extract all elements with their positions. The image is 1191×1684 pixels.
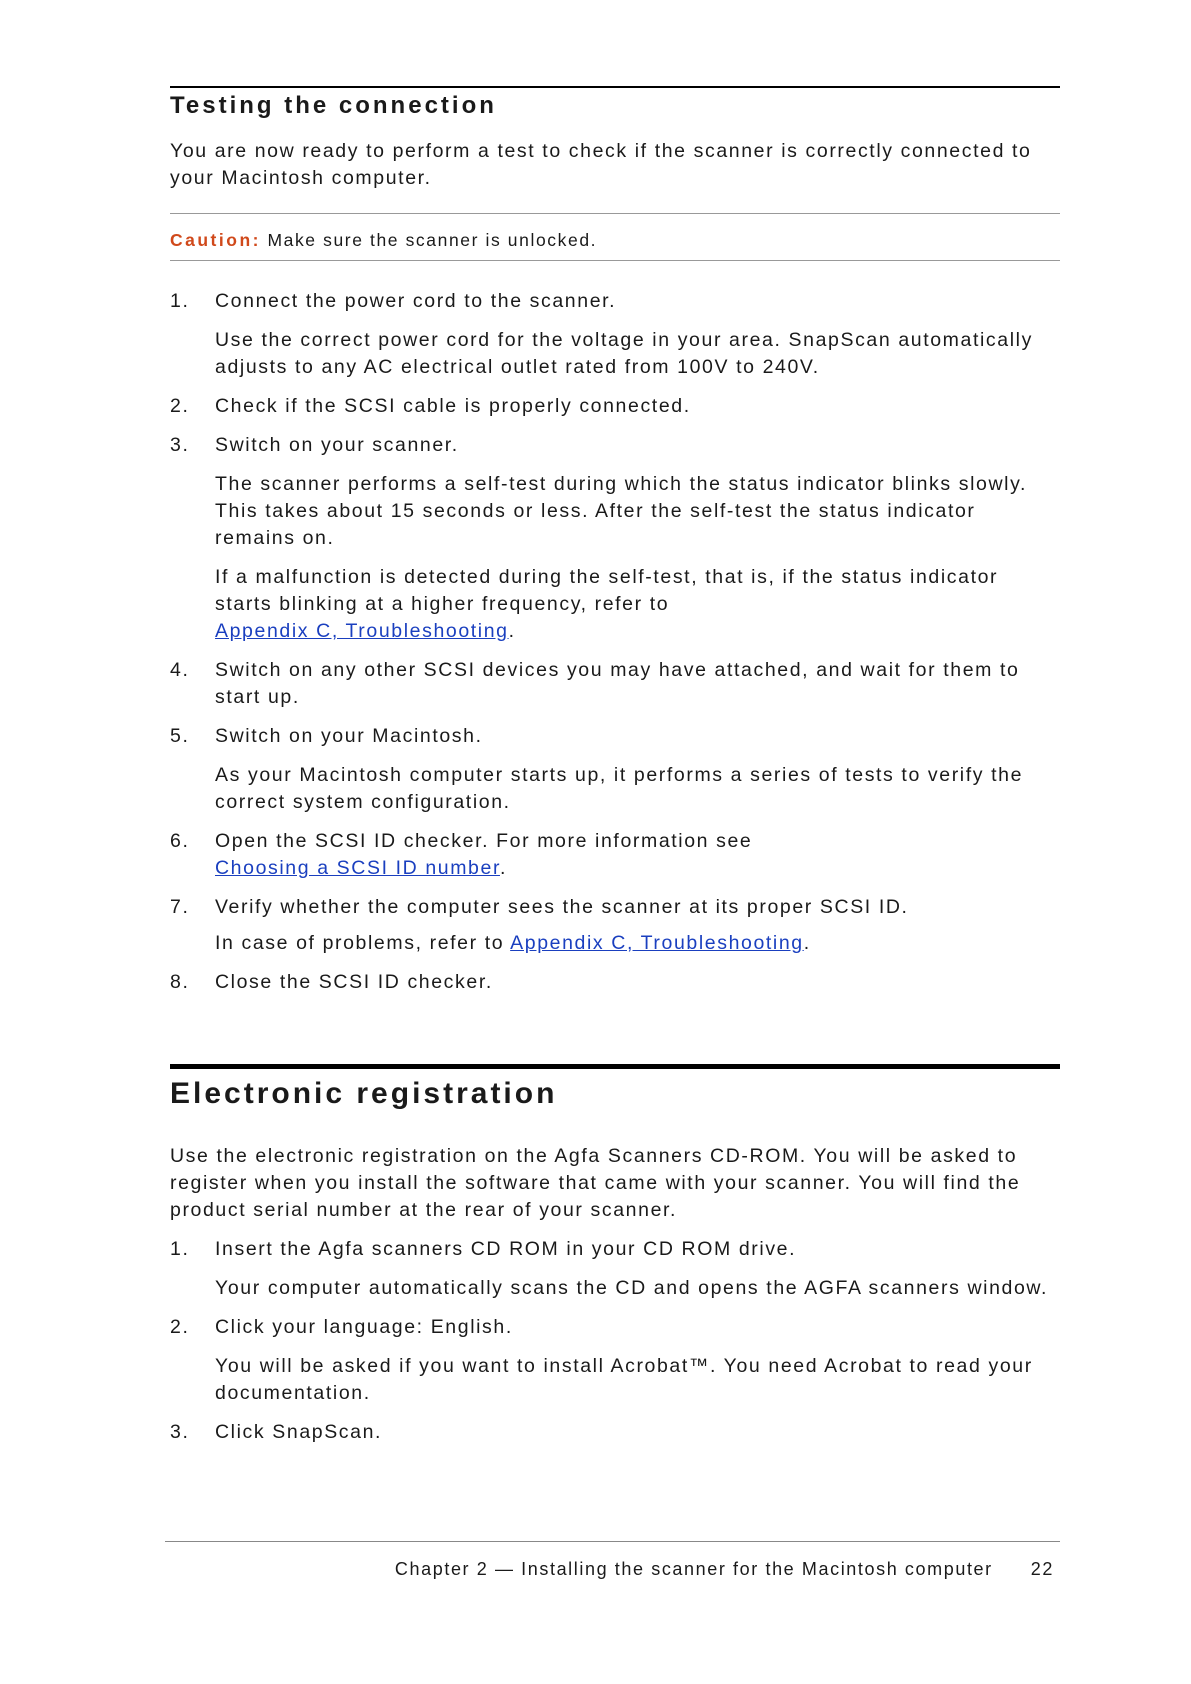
section-intro: You are now ready to perform a test to check if the scanner is correctly connected to your Macintosh computer.	[170, 140, 1032, 189]
step-number: 2.	[170, 1316, 190, 1338]
step-number: 3.	[170, 434, 190, 456]
step-number: 7.	[170, 896, 190, 918]
appendix-c-link[interactable]: Appendix C, Troubleshooting	[215, 620, 509, 642]
list-item	[170, 723, 1060, 816]
caution-label: Caution:	[170, 230, 261, 250]
step-number: 1.	[170, 290, 190, 312]
list-item	[170, 828, 1060, 882]
list-item	[170, 657, 1060, 711]
section-heading-registration: Electronic registration	[170, 1077, 558, 1110]
step-detail-text: If a malfunction is detected during the self-test, that is, if the status indicator starts blinking at a higher frequency, refer to	[215, 566, 999, 615]
list-item	[170, 432, 1060, 645]
list-item	[170, 1314, 1060, 1407]
appendix-c-link-2[interactable]: Appendix C, Troubleshooting	[510, 932, 804, 954]
list-item	[170, 393, 1060, 420]
page-footer	[165, 1541, 1060, 1579]
step-text: Verify whether the computer sees the scanner at its proper SCSI ID.	[215, 896, 909, 918]
step-text	[215, 828, 1060, 882]
step-detail	[215, 564, 1060, 645]
step-detail-text: In case of problems, refer to	[215, 932, 505, 954]
step-detail	[215, 930, 1060, 957]
step-detail: Use the correct power cord for the voltage in your area. SnapScan automatically adjusts to any AC electrical outlet rated from 100V to 240V.	[215, 329, 1033, 378]
step-text: Check if the SCSI cable is properly connected.	[215, 395, 691, 417]
step-text: Click SnapScan.	[215, 1421, 383, 1443]
step-text: Switch on any other SCSI devices you may have attached, and wait for them to start up.	[215, 659, 1020, 708]
punctuation: .	[508, 620, 516, 642]
step-text-main: Open the SCSI ID checker. For more information see	[215, 830, 753, 852]
step-text: Click your language: English.	[215, 1316, 513, 1338]
testing-steps-list	[170, 288, 1060, 996]
step-number: 8.	[170, 971, 190, 993]
punctuation: .	[803, 932, 811, 954]
caution-note	[170, 213, 1060, 261]
footer-text	[395, 1559, 1054, 1580]
page-number: 22	[1030, 1559, 1054, 1579]
step-text: Close the SCSI ID checker.	[215, 971, 493, 993]
step-detail: You will be asked if you want to install Acrobat™. You need Acrobat to read your documentation.	[215, 1355, 1033, 1404]
document-page	[170, 86, 1060, 1446]
list-item	[170, 894, 1060, 957]
step-detail: The scanner performs a self-test during which the status indicator blinks slowly. This takes about 15 seconds or less. After the self-test the status indicator remains on.	[215, 473, 1028, 549]
section-top-rule	[170, 86, 1060, 88]
list-item	[170, 288, 1060, 381]
footer-chapter: Chapter 2 — Installing the scanner for the Macintosh computer	[394, 1559, 993, 1579]
step-number: 1.	[170, 1238, 190, 1260]
step-text: Switch on your Macintosh.	[215, 725, 483, 747]
list-item	[170, 1419, 1060, 1446]
choosing-scsi-id-link[interactable]: Choosing a SCSI ID number	[215, 857, 500, 879]
section-heading-rule	[170, 1064, 1060, 1069]
step-detail: As your Macintosh computer starts up, it performs a series of tests to verify the correct system configuration.	[215, 764, 1024, 813]
punctuation: .	[499, 857, 507, 879]
step-number: 6.	[170, 830, 190, 852]
step-number: 2.	[170, 395, 190, 417]
step-number: 5.	[170, 725, 190, 747]
step-number: 4.	[170, 659, 190, 681]
caution-text: Make sure the scanner is unlocked.	[267, 230, 598, 250]
list-item	[170, 1236, 1060, 1302]
step-text: Insert the Agfa scanners CD ROM in your CD ROM drive.	[215, 1238, 797, 1260]
registration-steps-list	[170, 1236, 1060, 1446]
step-text: Switch on your scanner.	[215, 434, 459, 456]
list-item	[170, 969, 1060, 996]
section-intro: Use the electronic registration on the Agfa Scanners CD-ROM. You will be asked to register when you install the software that came with your scanner. You will find the product serial number at the rear of your scanner.	[170, 1145, 1021, 1221]
step-text: Connect the power cord to the scanner.	[215, 290, 617, 312]
step-number: 3.	[170, 1421, 190, 1443]
section-heading-testing: Testing the connection	[170, 92, 497, 119]
step-detail: Your computer automatically scans the CD and opens the AGFA scanners window.	[215, 1277, 1049, 1299]
